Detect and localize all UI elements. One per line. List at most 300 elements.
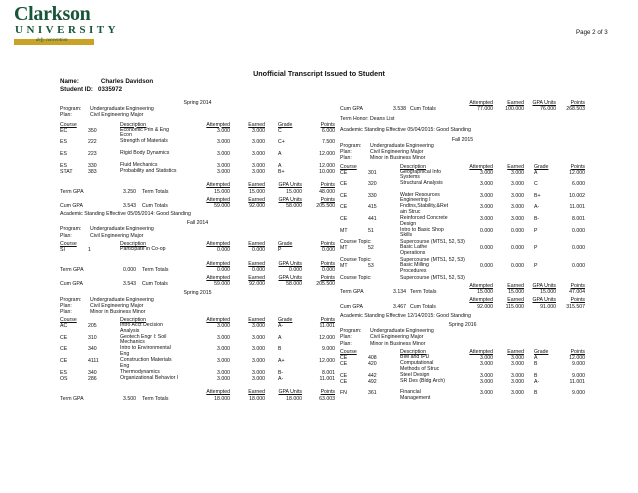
col-earned: Earned [507,100,524,106]
course-points: 12.000 [569,169,585,176]
course-attempted: 3.000 [217,168,230,175]
course-earned: 3.000 [252,168,265,175]
course-earned: 3.000 [252,127,265,134]
plan-value: Civil Engineering Major [90,112,144,119]
course-row [60,247,335,259]
course-number: 361 [368,390,377,397]
col-points: Points [320,317,335,324]
course-subject: CE [60,358,68,365]
course-grade: A [278,150,282,157]
course-number: 286 [88,375,97,382]
course-points: 12.000 [319,358,335,365]
cum-totals-label: Cum Totals [410,303,436,310]
course-subject: ES [60,162,67,169]
course-number: 205 [88,323,97,330]
cum-gpa-value: 3.538 [393,106,406,113]
course-subject: ES [60,139,67,146]
course-grade: C+ [278,139,285,146]
course-description: Steel Design [400,371,430,378]
course-points: 11.001 [569,378,585,385]
plan-label: Plan: [60,112,72,119]
student-id: 0335972 [98,86,123,93]
course-row [340,228,585,240]
course-description: Basic Lathe Operations [400,244,428,257]
cum-attempted: 59.000 [214,202,230,209]
program-value: Undergraduate Engineering [90,296,154,303]
course-description: Geographical Info Systems [400,168,441,181]
plan-value: Minor in Business Minor [370,155,426,162]
col-course: Course [60,317,77,324]
course-subject: CE [340,216,348,223]
program-value: Undergraduate Engineering [90,226,154,233]
col-gpa-units: GPA Units [278,389,302,396]
term-points: 48.000 [319,188,335,195]
col-earned: Earned [248,121,265,128]
program-value: Undergraduate Engineering [370,142,434,149]
course-number: 52 [368,245,374,252]
course-grade: P [534,245,538,252]
col-attempted: Attempted [206,274,230,281]
course-number: 51 [368,227,374,234]
col-points: Points [570,283,585,289]
course-row [340,216,585,228]
course-row [340,361,585,373]
col-description: Description [400,163,426,170]
course-attempted: 3.000 [217,369,230,376]
col-course: Course [340,348,357,355]
course-attempted: 3.000 [480,354,493,361]
term-units: 0.000 [289,266,302,273]
term-gpa-value: 3.250 [123,188,136,195]
course-description: Strength of Materials [120,138,168,145]
course-description: Water Resources Engineering I [400,191,440,204]
course-row [340,245,585,257]
term-heading: Spring 2015 [183,290,212,297]
logo-tagline-bar [14,39,94,45]
course-subject: CE [60,346,68,353]
col-description: Description [120,317,146,324]
cum-gpa-label: Cum GPA [340,303,363,310]
col-attempted: Attempted [206,260,230,267]
term-earned: 15.000 [508,289,524,296]
col-gpa-units: GPA Units [532,100,556,106]
clarkson-logo [14,4,118,64]
col-gpa-units: GPA Units [278,182,302,189]
course-grade: A- [278,375,284,382]
program-label: Program: [340,142,362,149]
course-points: 10.000 [319,168,335,175]
course-grade: B- [534,216,540,223]
term-gpa-row [340,289,585,295]
course-description: Rigid Body Dynamics [120,149,170,156]
logo-tagline: defy convention [36,38,68,43]
course-description: Economic Prin & Eng Econ [120,126,170,139]
course-description: Intro Acct Decision Analysis [120,322,163,334]
course-description: BIM and IPD [400,353,430,360]
course-subject: CE [340,372,348,379]
course-subject: AC [60,323,68,330]
col-course: Course [60,121,77,128]
term-gpa-label: Term GPA [60,188,84,195]
course-number: 301 [368,169,377,176]
course-points: 11.001 [569,204,585,211]
term-units: 18.000 [286,395,302,402]
term-earned: 15.000 [249,188,265,195]
course-attempted: 3.000 [480,192,493,199]
course-subject: STAT [60,168,73,175]
col-points: Points [570,297,585,304]
course-grade: B [534,390,538,397]
program-value: Undergraduate Engineering [370,328,434,335]
course-earned: 3.000 [252,358,265,365]
term-totals-label: Term Totals [142,395,169,402]
course-grade: B [278,346,282,353]
document-title: Unofficial Transcript Issued to Student [253,69,385,78]
col-attempted: Attempted [469,100,493,106]
course-attempted: 3.000 [480,378,493,385]
course-earned: 3.000 [252,323,265,330]
course-earned: 0.000 [511,263,524,270]
col-points: Points [320,182,335,189]
col-attempted: Attempted [206,121,230,128]
course-grade: B [534,372,538,379]
cum-earned: 100.000 [505,106,524,113]
course-earned: 3.000 [511,361,524,368]
course-description: Financial Management [400,389,431,402]
course-row [60,346,335,358]
cum-gpa-label: Cum GPA [340,106,363,113]
logo-university: UNIVERSITY [15,24,120,36]
course-points: 7.500 [322,139,335,146]
col-earned: Earned [507,163,524,170]
academic-standing: Academic Standing Effective 05/05/2014: Good Standing [60,211,191,218]
course-row [60,376,335,388]
course-points: 12.000 [319,150,335,157]
col-gpa-units: GPA Units [532,283,556,289]
term-points: 47.004 [569,289,585,296]
col-grade: Grade [534,348,549,355]
course-attempted: 3.000 [480,372,493,379]
logo-wordmark: Clarkson [14,3,91,25]
course-description: Construction Materials Eng [120,357,172,369]
cum-units: 76.000 [540,106,556,113]
cum-points: 205.500 [316,281,335,288]
plan-label: Plan: [60,308,72,315]
course-earned: 3.000 [511,354,524,361]
course-subject: OS [60,375,68,382]
course-description: Organizational Behavior I [120,374,179,381]
col-course: Course [340,163,357,170]
course-attempted: 3.000 [217,375,230,382]
col-attempted: Attempted [469,283,493,289]
plan-value: Minor in Business Minor [370,340,426,347]
course-description: Participate in Co-op [120,246,166,252]
plan-label: Plan: [60,232,72,239]
term-attempted: 0.000 [217,266,230,273]
course-number: 330 [88,162,97,169]
course-number: 1 [88,247,91,253]
course-subject: CE [340,192,348,199]
course-earned: 0.000 [511,227,524,234]
course-grade: A- [534,378,540,385]
cum-gpa-value: 3.543 [123,202,136,209]
cum-gpa-row [340,304,585,310]
course-grade: C [278,127,282,134]
cum-attempted: 77.000 [477,106,493,113]
course-attempted: 3.000 [217,127,230,134]
course-subject: EC [60,127,68,134]
col-attempted: Attempted [206,182,230,189]
course-description: Structural Analysis [400,180,443,187]
course-points: 0.000 [572,245,585,252]
cum-gpa-label: Cum GPA [60,202,83,209]
course-points: 9.000 [572,390,585,397]
course-earned: 3.000 [252,375,265,382]
cum-gpa-row [60,281,335,287]
plan-label: Plan: [60,302,72,309]
course-row [60,323,335,335]
cum-attempted: 92.000 [477,303,493,310]
course-number: 442 [368,372,377,379]
term-heading: Fall 2014 [186,220,209,227]
course-earned: 3.000 [252,369,265,376]
term-points: 0.000 [322,266,335,273]
course-points: 10.002 [569,192,585,199]
plan-label: Plan: [340,334,352,341]
term-gpa-value: 3.134 [393,289,406,296]
term-gpa-label: Term GPA [60,266,84,273]
term-gpa-row [60,396,335,402]
course-row [60,358,335,370]
term-earned: 0.000 [252,266,265,273]
col-description: Description [120,240,146,247]
col-earned: Earned [507,348,524,355]
col-attempted: Attempted [469,163,493,170]
term-attempted: 18.000 [214,395,230,402]
course-grade: B+ [278,168,285,175]
course-row [60,169,335,181]
col-points: Points [320,260,335,267]
course-grade: A- [534,204,540,211]
course-points: 12.000 [319,334,335,341]
course-number: 340 [88,369,97,376]
left-column [60,100,335,402]
term-totals-label: Term Totals [410,289,437,296]
course-subject: CE [340,354,348,361]
col-earned: Earned [507,283,524,289]
course-description: Computational Methods of Struc [400,360,440,372]
course-grade: A [534,169,538,176]
term-gpa-value: 3.500 [123,395,136,402]
cum-earned: 115.000 [505,303,524,310]
course-earned: 3.000 [511,192,524,199]
course-row [340,204,585,216]
col-earned: Earned [248,274,265,281]
col-earned: Earned [248,182,265,189]
course-points: 8.001 [322,369,335,376]
col-points: Points [320,121,335,128]
course-points: 9.000 [572,361,585,368]
course-grade: B+ [534,192,541,199]
term-totals-label: Term Totals [142,266,169,273]
col-grade: Grade [278,317,293,324]
course-grade: B- [278,369,284,376]
course-attempted: 3.000 [217,139,230,146]
cum-units: 91.000 [540,303,556,310]
course-number: 441 [368,216,377,223]
course-number: 350 [88,127,97,134]
course-list [340,245,585,257]
course-row [340,193,585,205]
term-points: 63.003 [319,395,335,402]
plan-value: Civil Engineering Major [370,334,424,341]
course-list [60,323,335,387]
program-value: Undergraduate Engineering [90,106,154,113]
cum-gpa-row [60,203,335,209]
col-attempted: Attempted [206,240,230,247]
course-grade: B [534,361,538,368]
course-points: 0.000 [572,263,585,270]
course-number: 222 [88,139,97,146]
col-points: Points [320,389,335,396]
course-attempted: 3.000 [217,346,230,353]
course-attempted: 0.000 [217,247,230,253]
course-attempted: 3.000 [217,358,230,365]
course-subject: CE [340,181,348,188]
course-number: 330 [368,192,377,199]
course-row [340,170,585,182]
course-list [340,355,585,402]
col-attempted: Attempted [469,348,493,355]
course-attempted: 3.000 [480,361,493,368]
plan-value: Civil Engineering Major [90,302,144,309]
course-number: 415 [368,204,377,211]
course-points: 0.000 [322,247,335,253]
plan-value: Civil Engineering Major [370,149,424,156]
right-column [340,100,585,402]
col-grade: Grade [278,121,293,128]
student-name: Charles Davidson [100,78,154,85]
course-list [60,247,335,259]
cum-totals-label: Cum Totals [142,202,168,209]
term-attempted: 15.000 [477,289,493,296]
course-topic-value: Supercourse (MT51, 52, 53) [400,257,465,264]
col-points: Points [570,348,585,355]
course-attempted: 3.000 [480,181,493,188]
course-attempted: 3.000 [217,334,230,341]
col-points: Points [320,240,335,247]
plan-value: Civil Engineering Major [90,232,144,239]
course-grade: P [278,247,282,253]
term-gpa-value: 0.000 [123,266,136,273]
term-gpa-row [60,189,335,195]
col-earned: Earned [507,297,524,304]
course-subject: CE [340,361,348,368]
col-points: Points [570,163,585,170]
term-gpa-label: Term GPA [340,289,364,296]
course-subject: CE [340,378,348,385]
term-heading: Fall 2015 [451,136,474,143]
course-earned: 3.000 [511,372,524,379]
course-topic-label: Course Topic: [340,239,372,246]
course-description: Fndtns,Stability,&Ret ain Struc [400,203,449,216]
course-number: 320 [368,181,377,188]
col-earned: Earned [248,196,265,203]
course-description: Thermodynamics [120,368,160,375]
course-row [340,263,585,275]
course-description: Intro to Basic Shop Skills [400,226,444,239]
course-list [340,263,585,275]
course-row [60,151,335,163]
course-subject: ES [60,369,67,376]
student-info [60,78,153,94]
col-attempted: Attempted [206,196,230,203]
term-gpa-label: Term GPA [60,395,84,402]
col-points: Points [320,274,335,281]
col-attempted: Attempted [206,389,230,396]
course-attempted: 0.000 [480,263,493,270]
course-attempted: 0.000 [480,245,493,252]
col-description: Description [400,348,426,355]
course-subject: CE [340,169,348,176]
course-points: 6.000 [572,181,585,188]
term-totals-label: Term Totals [142,188,169,195]
course-subject: CE [60,334,68,341]
term-earned: 18.000 [249,395,265,402]
course-subject: MT [340,263,348,270]
cum-gpa-value: 3.543 [123,281,136,288]
course-number: 408 [368,354,377,361]
cum-earned: 92.000 [249,202,265,209]
course-points: 6.000 [322,127,335,134]
col-earned: Earned [248,389,265,396]
course-description: Basic Milling Procedures [400,262,429,274]
cum-totals-label: Cum Totals [410,106,436,113]
course-row [60,335,335,347]
term-units: 15.000 [286,188,302,195]
course-subject: ES [60,150,67,157]
col-gpa-units: GPA Units [278,196,302,203]
course-earned: 3.000 [511,169,524,176]
col-earned: Earned [248,317,265,324]
name-label: Name: [60,78,79,85]
course-description: Fluid Mechanics [120,161,158,168]
course-grade: A- [278,323,284,330]
plan-label: Plan: [340,155,352,162]
col-earned: Earned [248,240,265,247]
cum-gpa-row [340,106,585,112]
course-topic-value: Supercourse (MT51, 52, 53) [400,274,465,281]
course-grade: P [534,263,538,270]
course-number: 223 [88,150,97,157]
col-gpa-units: GPA Units [278,274,302,281]
course-attempted: 3.000 [217,150,230,157]
term-units: 15.000 [540,289,556,296]
term-honor: Term Honor: Deans List [340,116,395,123]
program-label: Program: [340,328,362,335]
col-grade: Grade [534,163,549,170]
cum-points: 315.507 [566,303,585,310]
course-earned: 0.000 [252,247,265,253]
cum-totals-label: Cum Totals [142,281,168,288]
course-subject: FN [340,390,347,397]
col-points: Points [320,196,335,203]
course-row [340,390,585,402]
course-points: 0.000 [572,227,585,234]
term-heading: Spring 2016 [448,321,477,328]
course-row [60,128,335,140]
course-points: 12.000 [569,354,585,361]
